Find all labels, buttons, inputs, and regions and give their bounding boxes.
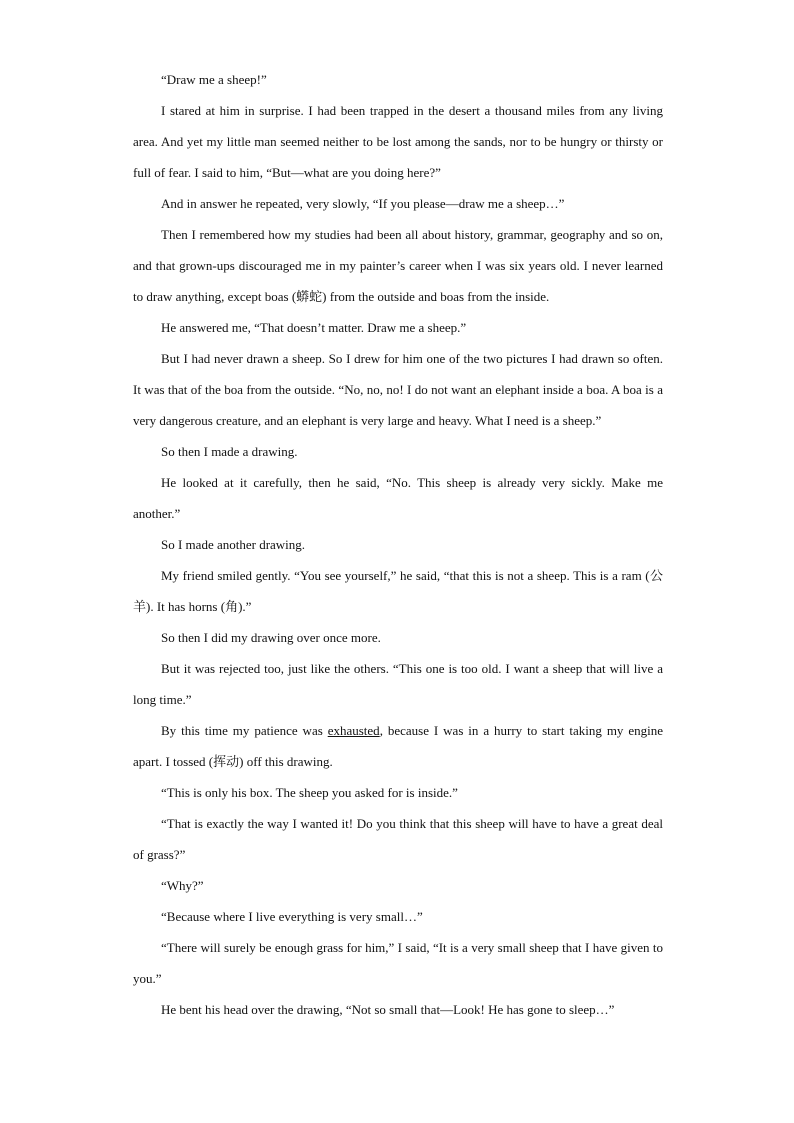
paragraph: And in answer he repeated, very slowly, “If you please—draw me a sheep…”: [161, 196, 565, 211]
paragraph: “Why?”: [161, 878, 204, 893]
paragraph: “There will surely be enough grass for him,” I said, “It is a very small sheep that I have given to you.”: [133, 940, 663, 986]
paragraph: “Because where I live everything is very small…”: [161, 909, 423, 924]
paragraph: He bent his head over the drawing, “Not so small that—Look! He has gone to sleep…”: [161, 1002, 615, 1017]
paragraph: “This is only his box. The sheep you asked for is inside.”: [161, 785, 458, 800]
underlined-word: exhausted: [327, 723, 380, 738]
paragraph: So then I did my drawing over once more.: [161, 630, 381, 645]
paragraph: He answered me, “That doesn’t matter. Draw me a sheep.”: [161, 320, 467, 335]
paragraph: So I made another drawing.: [161, 537, 306, 552]
paragraph: My friend smiled gently. “You see yourself,” he said, “that this is not a sheep. This is a ram (公羊). It has horns (角).”: [133, 568, 663, 614]
paragraph: [133, 715, 663, 777]
paragraph: “Draw me a sheep!”: [161, 72, 267, 87]
paragraph: Then I remembered how my studies had been all about history, grammar, geography and so on, and that grown-ups discouraged me in my painter’s career when I was six years old. I never learned to draw anything, except boas (蟒蛇) from the outside and boas from the inside.: [133, 227, 663, 304]
story-text: [133, 64, 663, 1025]
paragraph-text: By this time my patience was: [161, 723, 328, 738]
paragraph: I stared at him in surprise. I had been trapped in the desert a thousand miles from any living area. And yet my little man seemed neither to be lost among the sands, nor to be hungry or thirsty or full of fear. I said to him, “But—what are you doing here?”: [133, 103, 663, 180]
paragraph: But I had never drawn a sheep. So I drew for him one of the two pictures I had drawn so often. It was that of the boa from the outside. “No, no, no! I do not want an elephant inside a boa. A boa is a very dangerous creature, and an elephant is very large and heavy. What I need is a sheep.”: [133, 351, 663, 428]
paragraph-text: , because I was in a hurry to start taking my engine apart. I tossed (挥动) off this drawing.: [133, 723, 663, 769]
paragraph: So then I made a drawing.: [161, 444, 298, 459]
paragraph: But it was rejected too, just like the others. “This one is too old. I want a sheep that will live a long time.”: [133, 661, 663, 707]
paragraph: “That is exactly the way I wanted it! Do you think that this sheep will have to have a great deal of grass?”: [133, 816, 663, 862]
paragraph: He looked at it carefully, then he said, “No. This sheep is already very sickly. Make me another.”: [133, 475, 663, 521]
